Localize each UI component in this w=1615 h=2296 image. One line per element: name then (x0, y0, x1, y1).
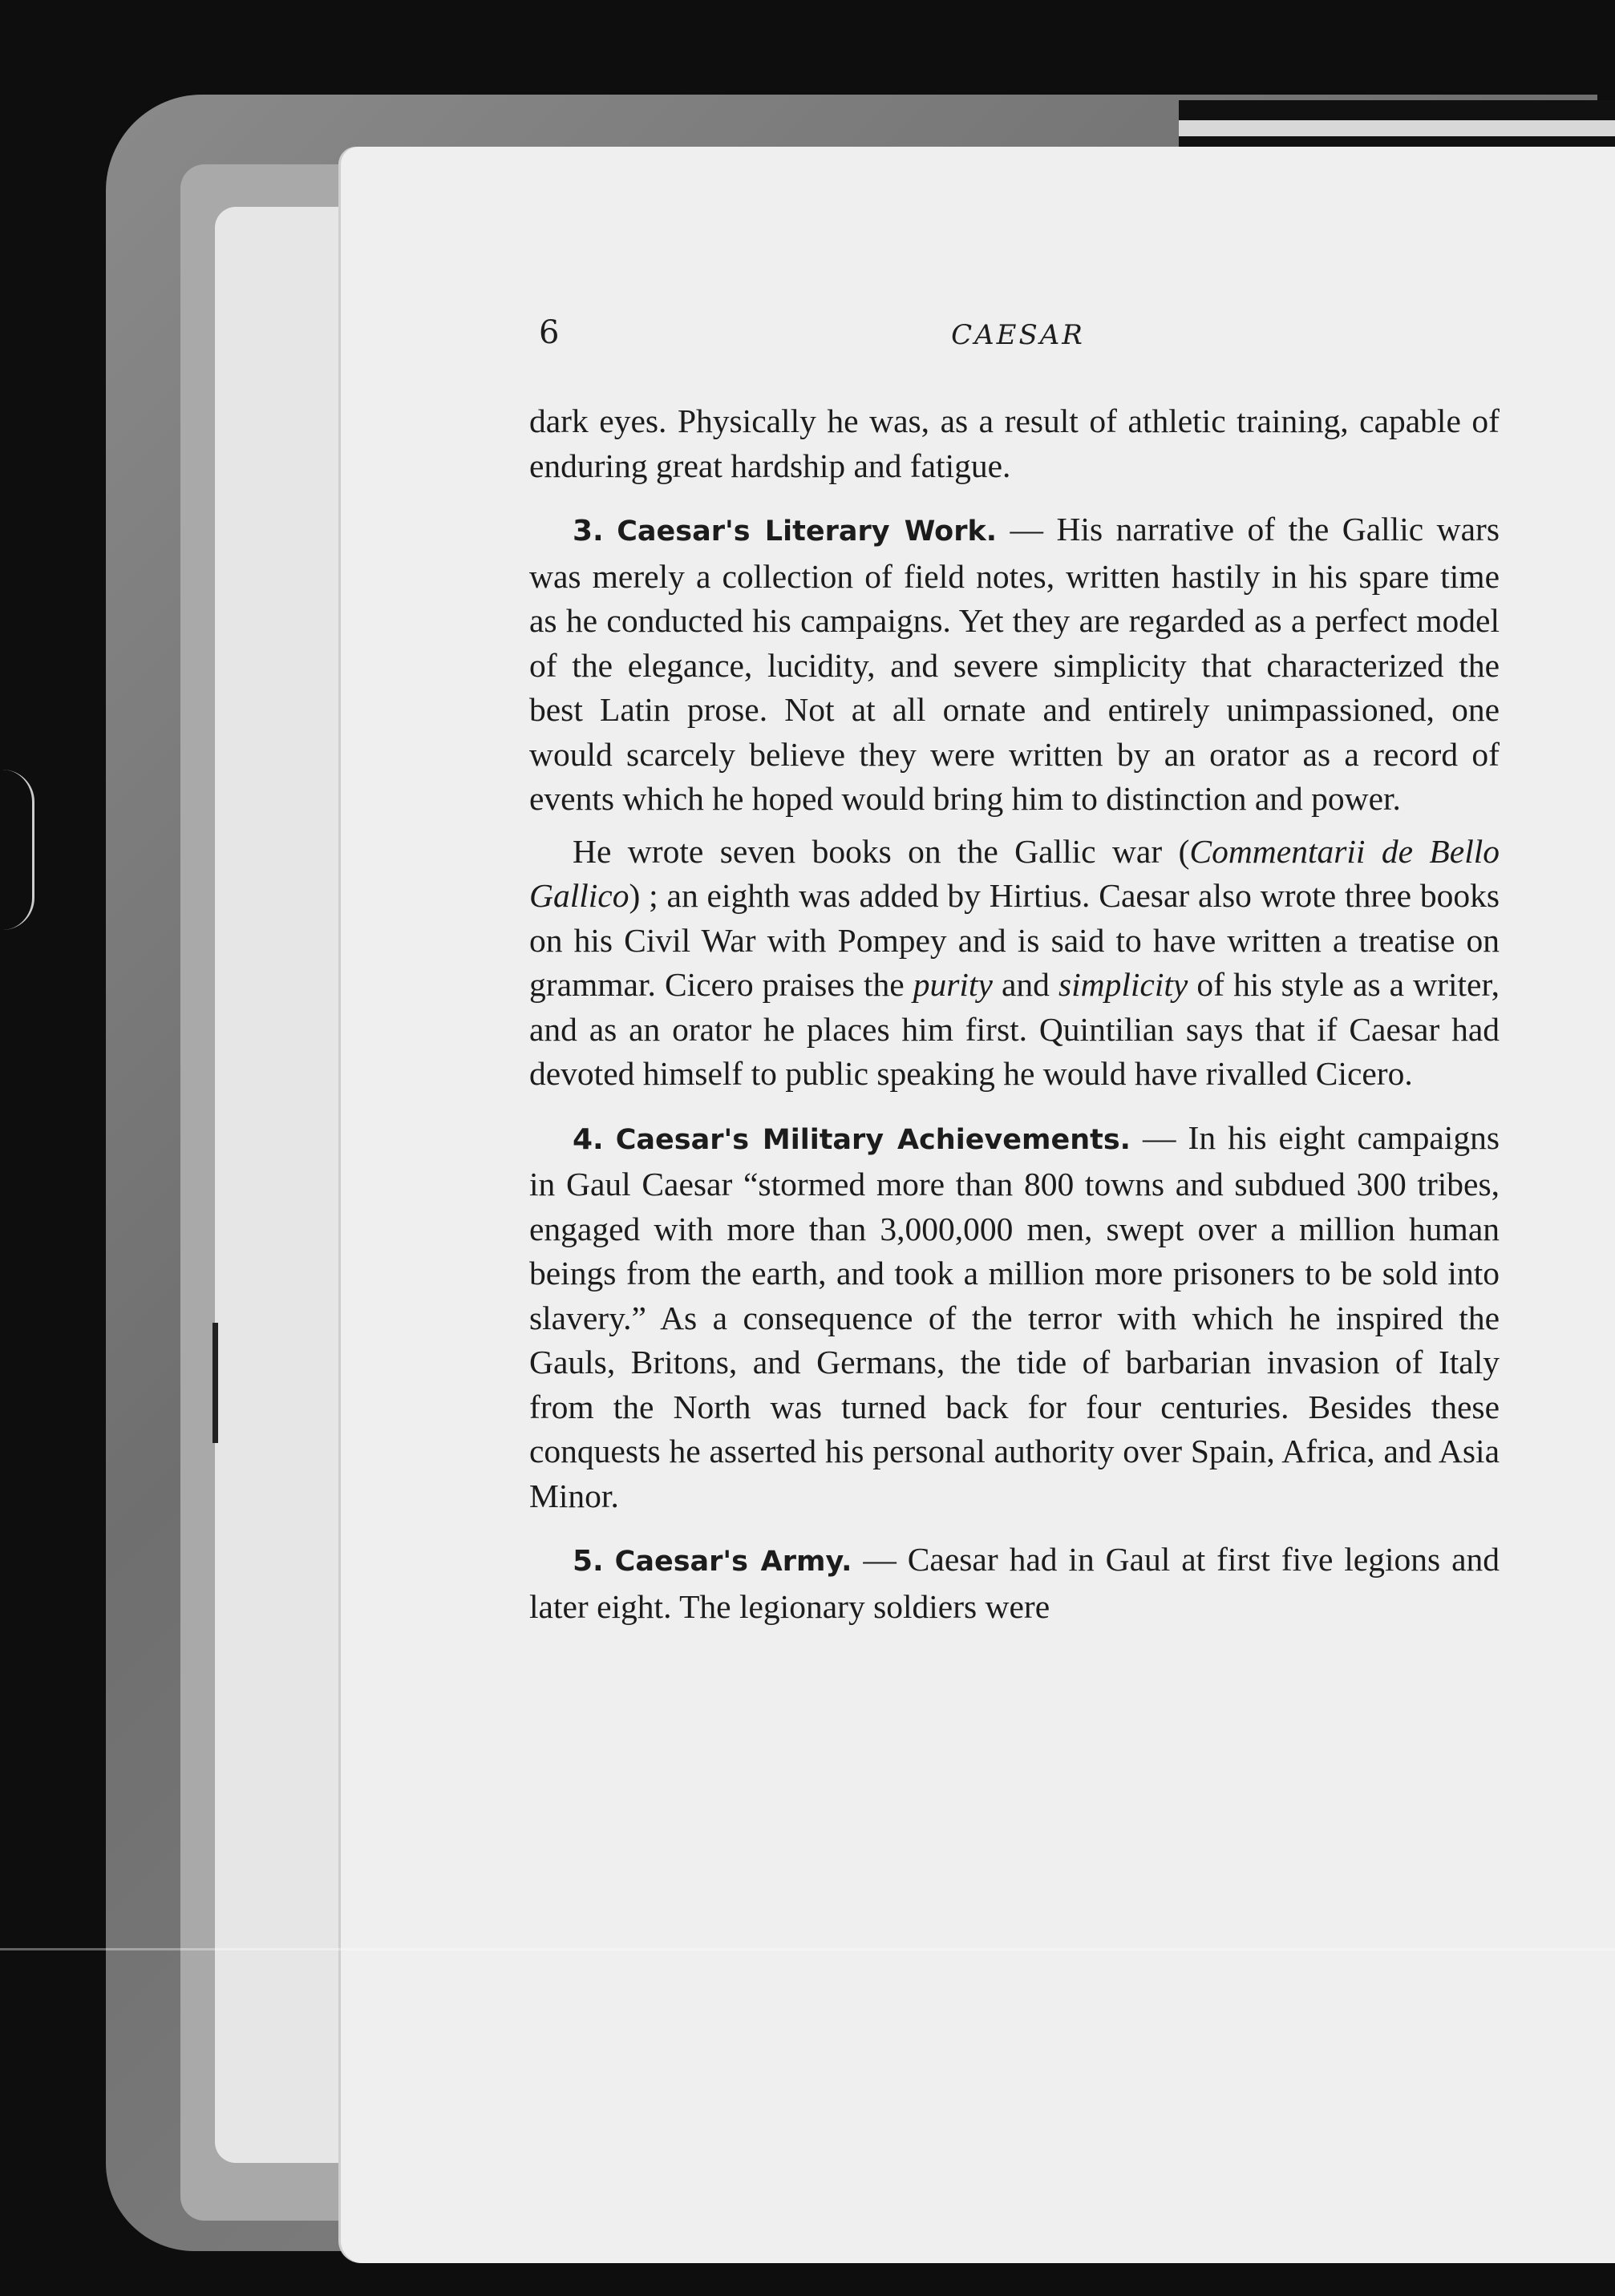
italic-term-purity: purity (913, 966, 993, 1003)
paragraph-text: — Caesar had in Gaul at first five legions and later eight. The legionary soldiers were (529, 1541, 1500, 1625)
italic-term-simplicity: simplicity (1058, 966, 1188, 1003)
fold-mark (0, 770, 34, 930)
paragraph-works (529, 830, 1500, 1097)
margin-mark (212, 1323, 218, 1443)
section-heading: Caesar's Army. (614, 1546, 852, 1578)
page-header (539, 314, 1497, 362)
section-army (529, 1538, 1500, 1629)
italic-title: Commentarii de Bello Gallico (529, 832, 1500, 914)
section-number: 4. (573, 1122, 604, 1156)
section-literary-work (529, 507, 1500, 822)
section-military-achievements (529, 1116, 1500, 1519)
running-head: CAESAR (951, 319, 1085, 351)
page-number: 6 (539, 314, 560, 351)
scan-crease (0, 1948, 1615, 1950)
section-number: 3. (573, 515, 604, 548)
body-text (529, 399, 1500, 1629)
paragraph-text: — In his eight campaigns in Gaul Caesar “stormed more than 800 towns and subdued 300 tribes, engaged with more than 3,000,000 men, swept over a million human beings from the earth, and took a million more prisoners to be sold into slavery.” As a consequence of the terror with which he inspired the Gauls, Britons, and Germans, the tide of barbarian invasion of Italy from the North was turned back for four centuries. Besides these conquests he asserted his personal authority over Spain, Africa, and Asia Minor. (529, 1118, 1500, 1514)
paragraph-text: of his style as a writer, and as an orator he places him first. Quintilian says that if Caesar had devoted himself to public speaking he would have rivalled Cicero. (529, 966, 1500, 1092)
section-heading: Caesar's Military Achievements. (615, 1123, 1131, 1156)
section-number: 5. (573, 1545, 604, 1578)
paragraph-text: — His narrative of the Gallic wars was merely a collection of field notes, written hastily in his spare time as he conducted his campaigns. Yet they are regarded as a perfect model of the elegance, lucidity, and severe simplicity that characterized the best Latin prose. Not at all ornate and entirely unimpassioned, one would scarcely believe they were written by an orator as a record of events which he hoped would bring him to distinction and power. (529, 511, 1500, 817)
paragraph-text: dark eyes. Physically he was, as a result of athletic training, capable of enduring great hardship and fatigue. (529, 402, 1500, 484)
paragraph-continuation (529, 399, 1500, 488)
paragraph-text: He wrote seven books on the Gallic war ( (573, 832, 1190, 870)
scan-top-edge-light (1179, 120, 1615, 136)
paragraph-text: and (992, 966, 1058, 1003)
paragraph-text: ) ; an eighth was added by Hirtius. Caesar also wrote three books on his Civil War with Pompey and is said to have written a treatise on grammar. Cicero praises the (529, 877, 1500, 1003)
section-heading: Caesar's Literary Work. (617, 515, 998, 548)
